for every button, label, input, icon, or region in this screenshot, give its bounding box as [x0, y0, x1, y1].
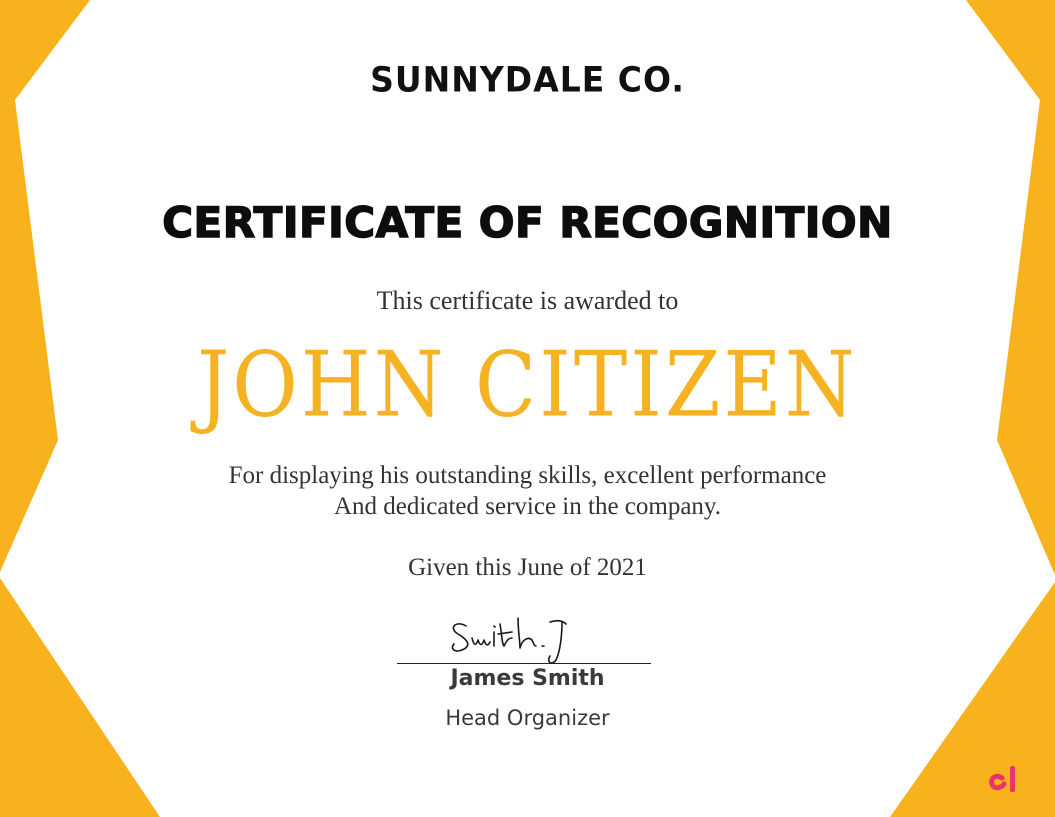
- signature-image: [438, 612, 588, 668]
- reason-line-2: And dedicated service in the company.: [333, 493, 722, 520]
- bottom-right-frame-panel: [890, 582, 1055, 817]
- brand-mark-icon: [980, 760, 1024, 796]
- signer-role: Head Organizer: [445, 706, 610, 730]
- company-name: SUNNYDALE CO.: [370, 59, 685, 100]
- awarded-line: This certificate is awarded to: [376, 286, 679, 315]
- bottom-left-frame-panel: [0, 578, 160, 817]
- reason-line-1: For displaying his outstanding skills, excellent performance: [228, 462, 827, 489]
- given-date-line: Given this June of 2021: [408, 554, 647, 581]
- signature-line: [397, 663, 651, 664]
- signer-name: James Smith: [450, 666, 605, 691]
- certificate-title: CERTIFICATE OF RECOGNITION: [162, 198, 893, 247]
- reason-text: [0, 460, 1055, 522]
- recipient-name: JOHN CITIZEN: [197, 332, 858, 437]
